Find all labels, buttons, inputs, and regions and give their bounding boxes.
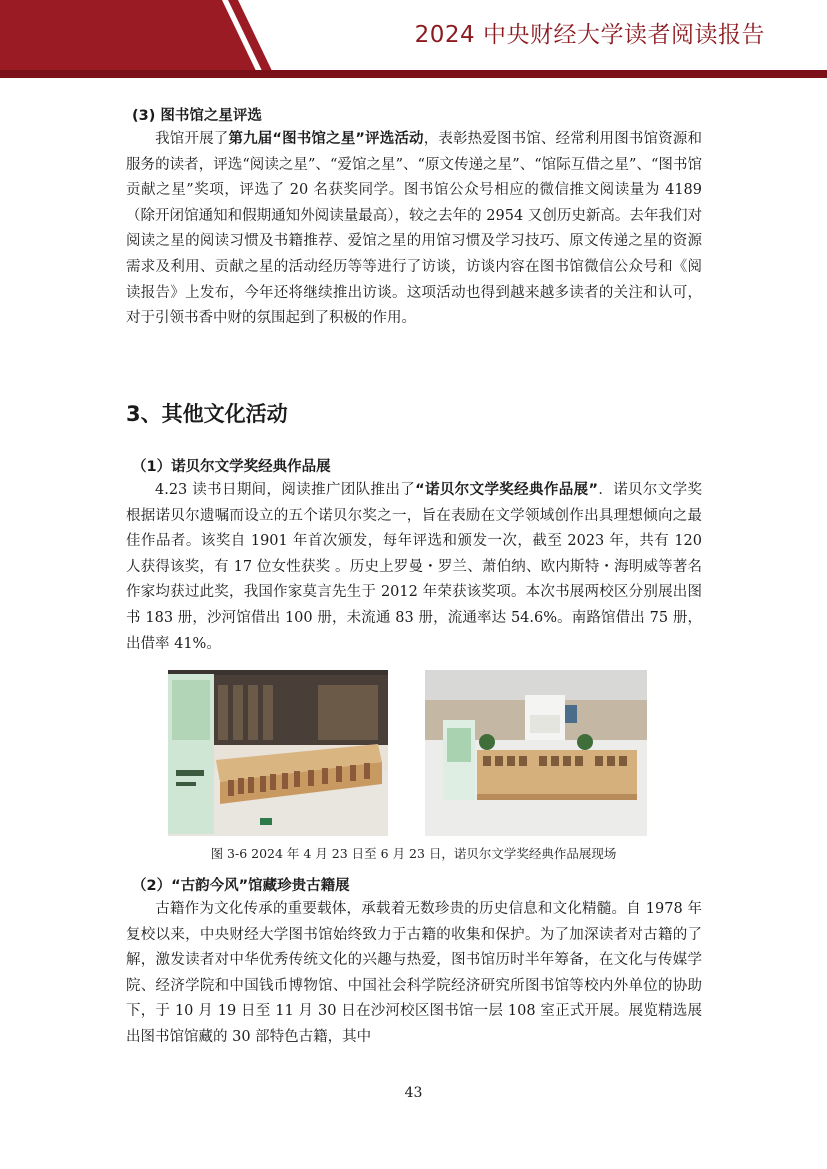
paragraph-nobel-exhibition <box>126 478 702 657</box>
paragraph-library-star <box>126 127 702 332</box>
paragraph-text-start: 我馆开展了 <box>155 131 229 147</box>
subheading-nobel-exhibition: （1）诺贝尔文学奖经典作品展 <box>132 459 331 475</box>
paragraph-text: 古籍作为文化传承的重要载体，承载着无数珍贵的历史信息和文化精髓。自 1978 年复校以来，中央财经大学图书馆始终致力于古籍的收集和保护。为了加深读者对古籍的了解，激发读者对中华优秀传统文化的兴趣与热爱，图书馆历时半年筹备，在文化与传媒学院、经济学院和中国钱币博物馆、中国社会科学院经济研究所图书馆等校内外单位的协助下，于 10 月 19 日至 11 月 30 日在沙河校区图书馆一层 108 室正式开展。展览精选展出图书馆馆藏的 30 部特色古籍，其中 <box>126 901 702 1045</box>
paragraph-text-rest: ，表彰热爱图书馆、经常利用图书馆资源和服务的读者，评选“阅读之星”、“爱馆之星”、“原文传递之星”、“馆际互借之星”、“图书馆贡献之星”奖项，评选了 20 名获奖同学。图书馆公众号相应的微信推文阅读量为 4189（除开闭馆通知和假期通知外阅读量最高），较之去年的 2954 又创历史新高。去年我们对阅读之星的阅读习惯及书籍推荐、爱馆之星的用馆习惯及学习技巧、原文传递之星的资源需求及利用、贡献之星的活动经历等等进行了访谈，访谈内容在图书馆微信公众号和《阅读报告》上发布，今年还将继续推出访谈。这项活动也得到越来越多读者的关注和认可，对于引领书香中财的氛围起到了积极的作用。 <box>126 131 702 327</box>
subheading-library-star: (3) 图书馆之星评选 <box>132 108 262 124</box>
paragraph-text-rest: ．诺贝尔文学奖根据诺贝尔遗嘱而设立的五个诺贝尔奖之一，旨在表励在文学领域创作出具理想倾向之最佳作品者。该奖自 1901 年首次颁发，每年评选和颁发一次，截至 2023 年，共有 120 人获得该奖，有 17 位女性获奖 。历史上罗曼・罗兰、萧伯纳、欧内斯特・海明威等著名作家均获过此奖，我国作家莫言先生于 2012 年荣获该奖项。本次书展两校区分别展出图书 183 册，沙河馆借出 100 册，未流通 83 册，流通率达 54.6%。南路馆借出 75 册，出借率 41%。 <box>126 482 702 652</box>
paragraph-ancient-books <box>126 897 702 1051</box>
emphasis-exhibition-name: “诺贝尔文学奖经典作品展” <box>415 482 598 498</box>
paragraph-text-start: 4.23 读书日期间，阅读推广团队推出了 <box>155 482 416 498</box>
page-number: 43 <box>404 1085 423 1101</box>
subheading-ancient-books: （2）“古韵今风”馆藏珍贵古籍展 <box>132 878 350 894</box>
exhibition-photo-left <box>168 670 388 836</box>
exhibition-photo-right <box>425 670 647 836</box>
report-title: 2024 中央财经大学读者阅读报告 <box>414 22 765 48</box>
section-heading-other-activities: 3、其他文化活动 <box>126 402 288 426</box>
figure-caption: 图 3-6 2024 年 4 月 23 日至 6 月 23 日，诺贝尔文学奖经典作品展现场 <box>210 846 617 861</box>
emphasis-event-name: 第九届“图书馆之星”评选活动 <box>228 131 424 147</box>
